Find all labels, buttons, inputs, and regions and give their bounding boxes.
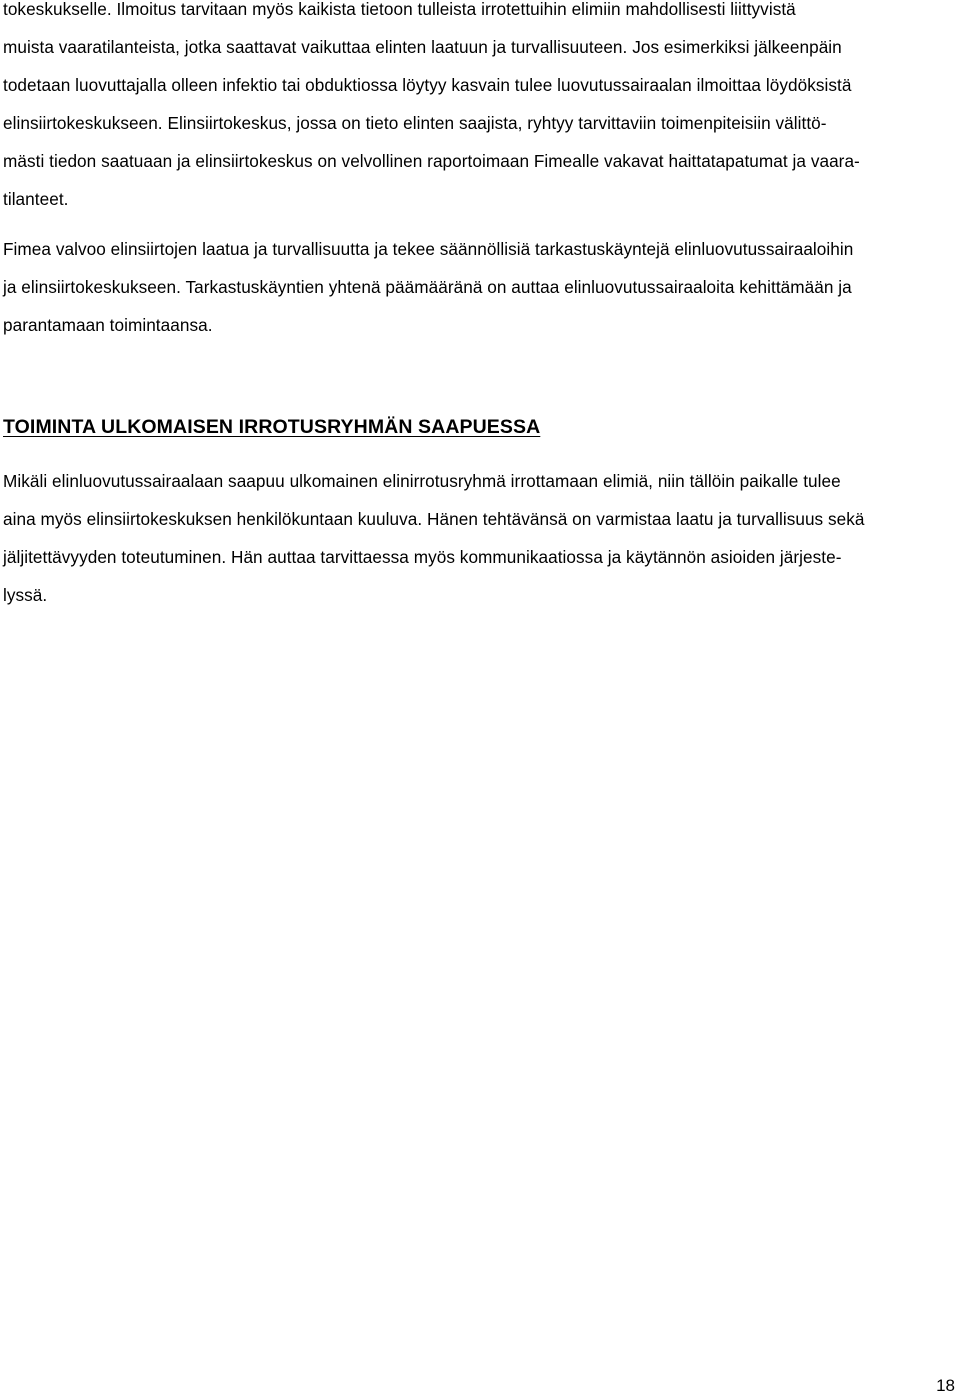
paragraph-1-line-2: muista vaaratilanteista, jotka saattavat vaikuttaa elinten laatuun ja turvallisuuteen. Jos esimerkiksi jälkeenpäin [3,37,842,57]
paragraph-3-line-4: lyssä. [3,585,48,605]
paragraph-3-line-2: aina myös elinsiirtokeskuksen henkilökuntaan kuuluva. Hänen tehtävänsä on varmistaa laatu ja turvallisuus sekä [3,509,865,529]
paragraph-2-line-3: parantamaan toimintaansa. [3,315,213,335]
paragraph-3-line-3: jäljitettävyyden toteutuminen. Hän auttaa tarvittaessa myös kommunikaatiossa ja käytännön asioiden järjeste- [3,547,842,567]
document-page [3,0,955,1398]
paragraph-2-line-1: Fimea valvoo elinsiirtojen laatua ja turvallisuutta ja tekee säännöllisiä tarkastuskäyntejä elinluovutussairaaloihin [3,239,854,259]
paragraph-1-line-1: tokeskukselle. Ilmoitus tarvitaan myös kaikista tietoon tulleista irrotettuihin elimiin mahdollisesti liittyvistä [3,0,796,19]
paragraph-1-line-6: tilanteet. [3,189,69,209]
paragraph-2-line-2: ja elinsiirtokeskukseen. Tarkastuskäyntien yhtenä päämääränä on auttaa elinluovutussairaaloita kehittämään ja [3,277,852,297]
section-heading: TOIMINTA ULKOMAISEN IRROTUSRYHMÄN SAAPUESSA [3,416,541,438]
paragraph-1-line-4: elinsiirtokeskukseen. Elinsiirtokeskus, jossa on tieto elinten saajista, ryhtyy tarvittaviin toimenpiteisiin välittö- [3,113,827,133]
page-number: 18 [936,1376,955,1395]
paragraph-1-line-5: mästi tiedon saatuaan ja elinsiirtokeskus on velvollinen raportoimaan Fimealle vakavat haittatapatumat ja vaara- [3,151,860,171]
paragraph-1-line-3: todetaan luovuttajalla olleen infektio tai obduktiossa löytyy kasvain tulee luovutussairaalan ilmoittaa löydöksistä [3,75,852,95]
paragraph-3-line-1: Mikäli elinluovutussairaalaan saapuu ulkomainen elinirrotusryhmä irrottamaan elimiä, niin tällöin paikalle tulee [3,471,841,491]
